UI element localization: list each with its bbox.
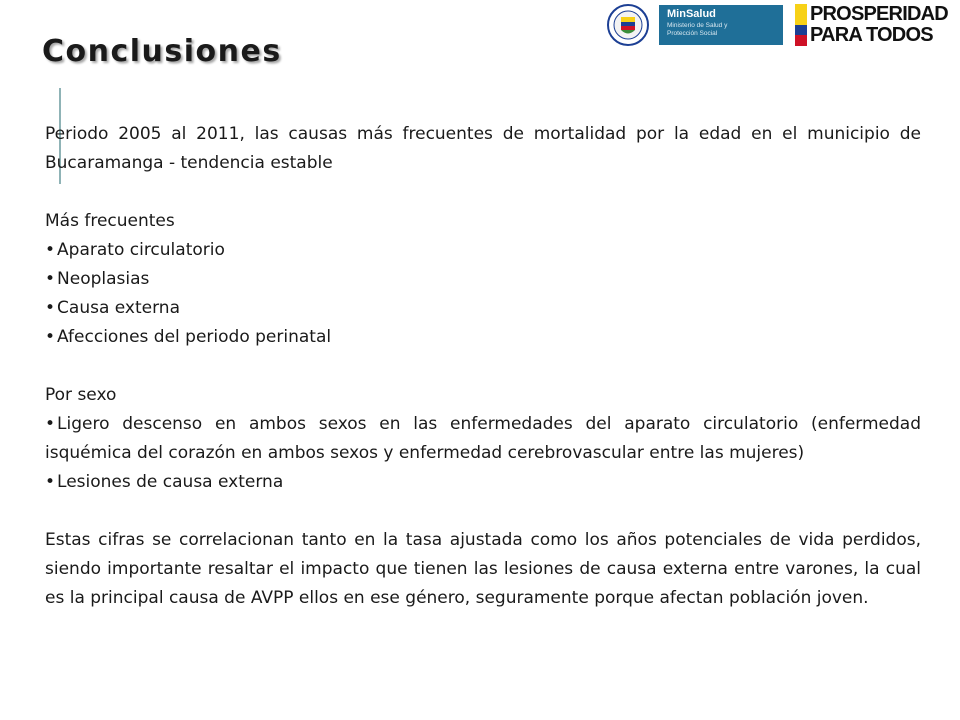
minsalud-badge xyxy=(659,5,783,45)
minsalud-logo xyxy=(607,4,783,46)
page-title: Conclusiones xyxy=(42,34,282,69)
slide-body xyxy=(45,120,921,613)
list-item: • Causa externa xyxy=(45,298,180,318)
prosperidad-wordmark xyxy=(810,4,948,46)
colombia-seal-icon xyxy=(607,4,649,46)
frequent-heading: Más frecuentes xyxy=(45,211,175,231)
minsalud-name: MinSalud xyxy=(667,8,716,20)
intro-paragraph: Periodo 2005 al 2011, las causas más frecuentes de mortalidad por la edad en el municipio de Bucaramanga - tendencia estable xyxy=(45,124,921,173)
list-item: • Aparato circulatorio xyxy=(45,240,225,260)
prosperidad-logo xyxy=(795,4,957,46)
list-item: • Lesiones de causa externa xyxy=(45,472,284,492)
minsalud-subtitle: Ministerio de Salud y Protección Social xyxy=(667,22,728,37)
list-item: • Afecciones del periodo perinatal xyxy=(45,327,332,347)
prosperidad-line1: PROSPERIDAD xyxy=(810,3,948,25)
colombia-flag-icon xyxy=(795,4,807,46)
prosperidad-line2: PARA TODOS xyxy=(810,24,933,46)
sex-heading: Por sexo xyxy=(45,385,117,405)
closing-paragraph: Estas cifras se correlacionan tanto en la tasa ajustada como los años potenciales de vida perdidos, siendo importante resaltar el impacto que tienen las lesiones de causa externa entre varones, la cual es la principal causa de AVPP ellos en ese género, seguramente porque afectan población joven. xyxy=(45,530,921,608)
list-item: • Neoplasias xyxy=(45,269,150,289)
list-item: • Ligero descenso en ambos sexos en las enfermedades del aparato circulatorio (enfermedad isquémica del corazón en ambos sexos y enfermedad cerebrovascular entre las mujeres) xyxy=(45,414,921,463)
